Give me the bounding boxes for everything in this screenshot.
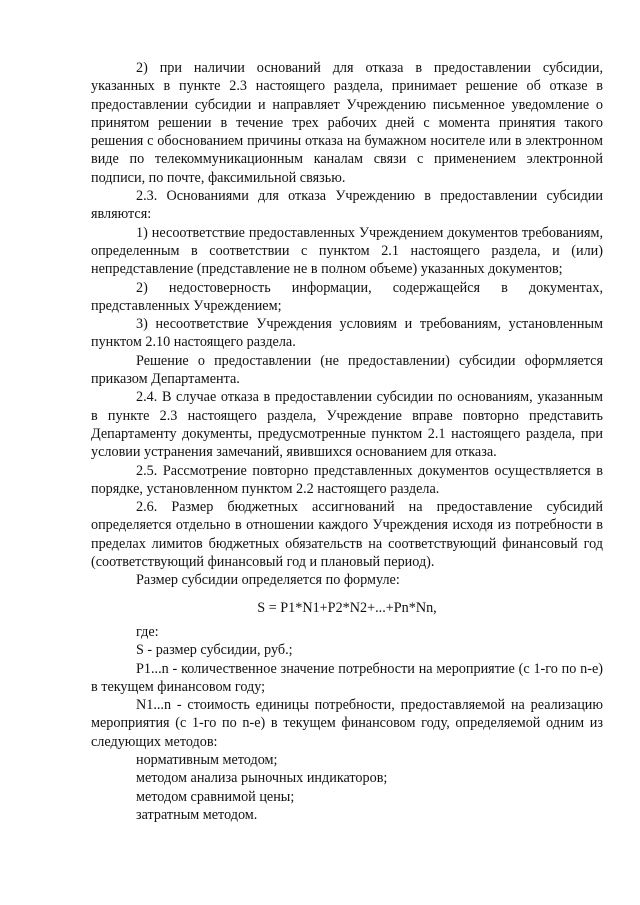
method-item: методом сравнимой цены;	[136, 788, 295, 805]
document-body	[91, 59, 603, 824]
definition-p: P1...n - количественное значение потребности на мероприятие (с 1-го по n-е) в текущем финансовом году;	[91, 660, 603, 695]
paragraph-decision: Решение о предоставлении (не предоставлении) субсидии оформляется приказом Департамента.	[91, 352, 603, 388]
definition-n: N1...n - стоимость единицы потребности, предоставляемой на реализацию мероприятия (с 1-го по n-е) в текущем финансовом году, определяемой одним из следующих методов:	[91, 697, 603, 750]
definition-s: S - размер субсидии, руб.;	[136, 642, 293, 659]
method-item: нормативным методом;	[136, 751, 278, 768]
paragraph-reason-2: 2) недостоверность информации, содержащейся в документах, представленных Учреждением;	[91, 279, 603, 314]
paragraph-2-4: 2.4. В случае отказа в предоставлении субсидии по основаниям, указанным в пункте 2.3 настоящего раздела, Учреждение вправе повторно представить Департаменту документы, предусмотренные пунктом 2.1 настоящего раздела, при условии устранения замечаний, явившихся основанием для отказа.	[91, 389, 603, 461]
method-item: методом анализа рыночных индикаторов;	[136, 770, 388, 787]
paragraph-reason-1: 1) несоответствие предоставленных Учреждением документов требованиям, определенным в соответствии с пунктом 2.1 настоящего раздела, и (или) непредставление (представление не в полном объеме) указанных документов;	[91, 224, 603, 278]
paragraph-2-3-heading: 2.3. Основаниями для отказа Учреждению в предоставлении субсидии являются:	[91, 188, 603, 223]
paragraph-reason-3: 3) несоответствие Учреждения условиям и требованиям, установленным пунктом 2.10 настоящего раздела.	[91, 316, 603, 351]
paragraph-2-6: 2.6. Размер бюджетных ассигнований на предоставление субсидий определяется отдельно в отношении каждого Учреждения исходя из потребности в пределах лимитов бюджетных обязательств на соответствующий финансовый год (соответствующий финансовый год и плановый период).	[91, 499, 603, 571]
paragraph-notification: 2) при наличии оснований для отказа в предоставлении субсидии, указанных в пункте 2.3 настоящего раздела, принимает решение об отказе в предоставлении субсидии и направляет Учреждению письменное уведомление о принятом решении в течение трех рабочих дней с момента принятия такого решения с обоснованием причины отказа на бумажном носителе или в электронном виде по телекоммуникационным каналам связи с применением электронной подписи, по почте, факсимильной связью.	[91, 60, 603, 186]
subsidy-formula: S = P1*N1+P2*N2+...+Pn*Nn,	[257, 599, 437, 616]
method-item: затратным методом.	[136, 806, 258, 823]
where-label: где:	[136, 623, 159, 640]
paragraph-2-5: 2.5. Рассмотрение повторно представленных документов осуществляется в порядке, установленном пунктом 2.2 настоящего раздела.	[91, 462, 603, 497]
paragraph-formula-intro: Размер субсидии определяется по формуле:	[136, 572, 400, 589]
